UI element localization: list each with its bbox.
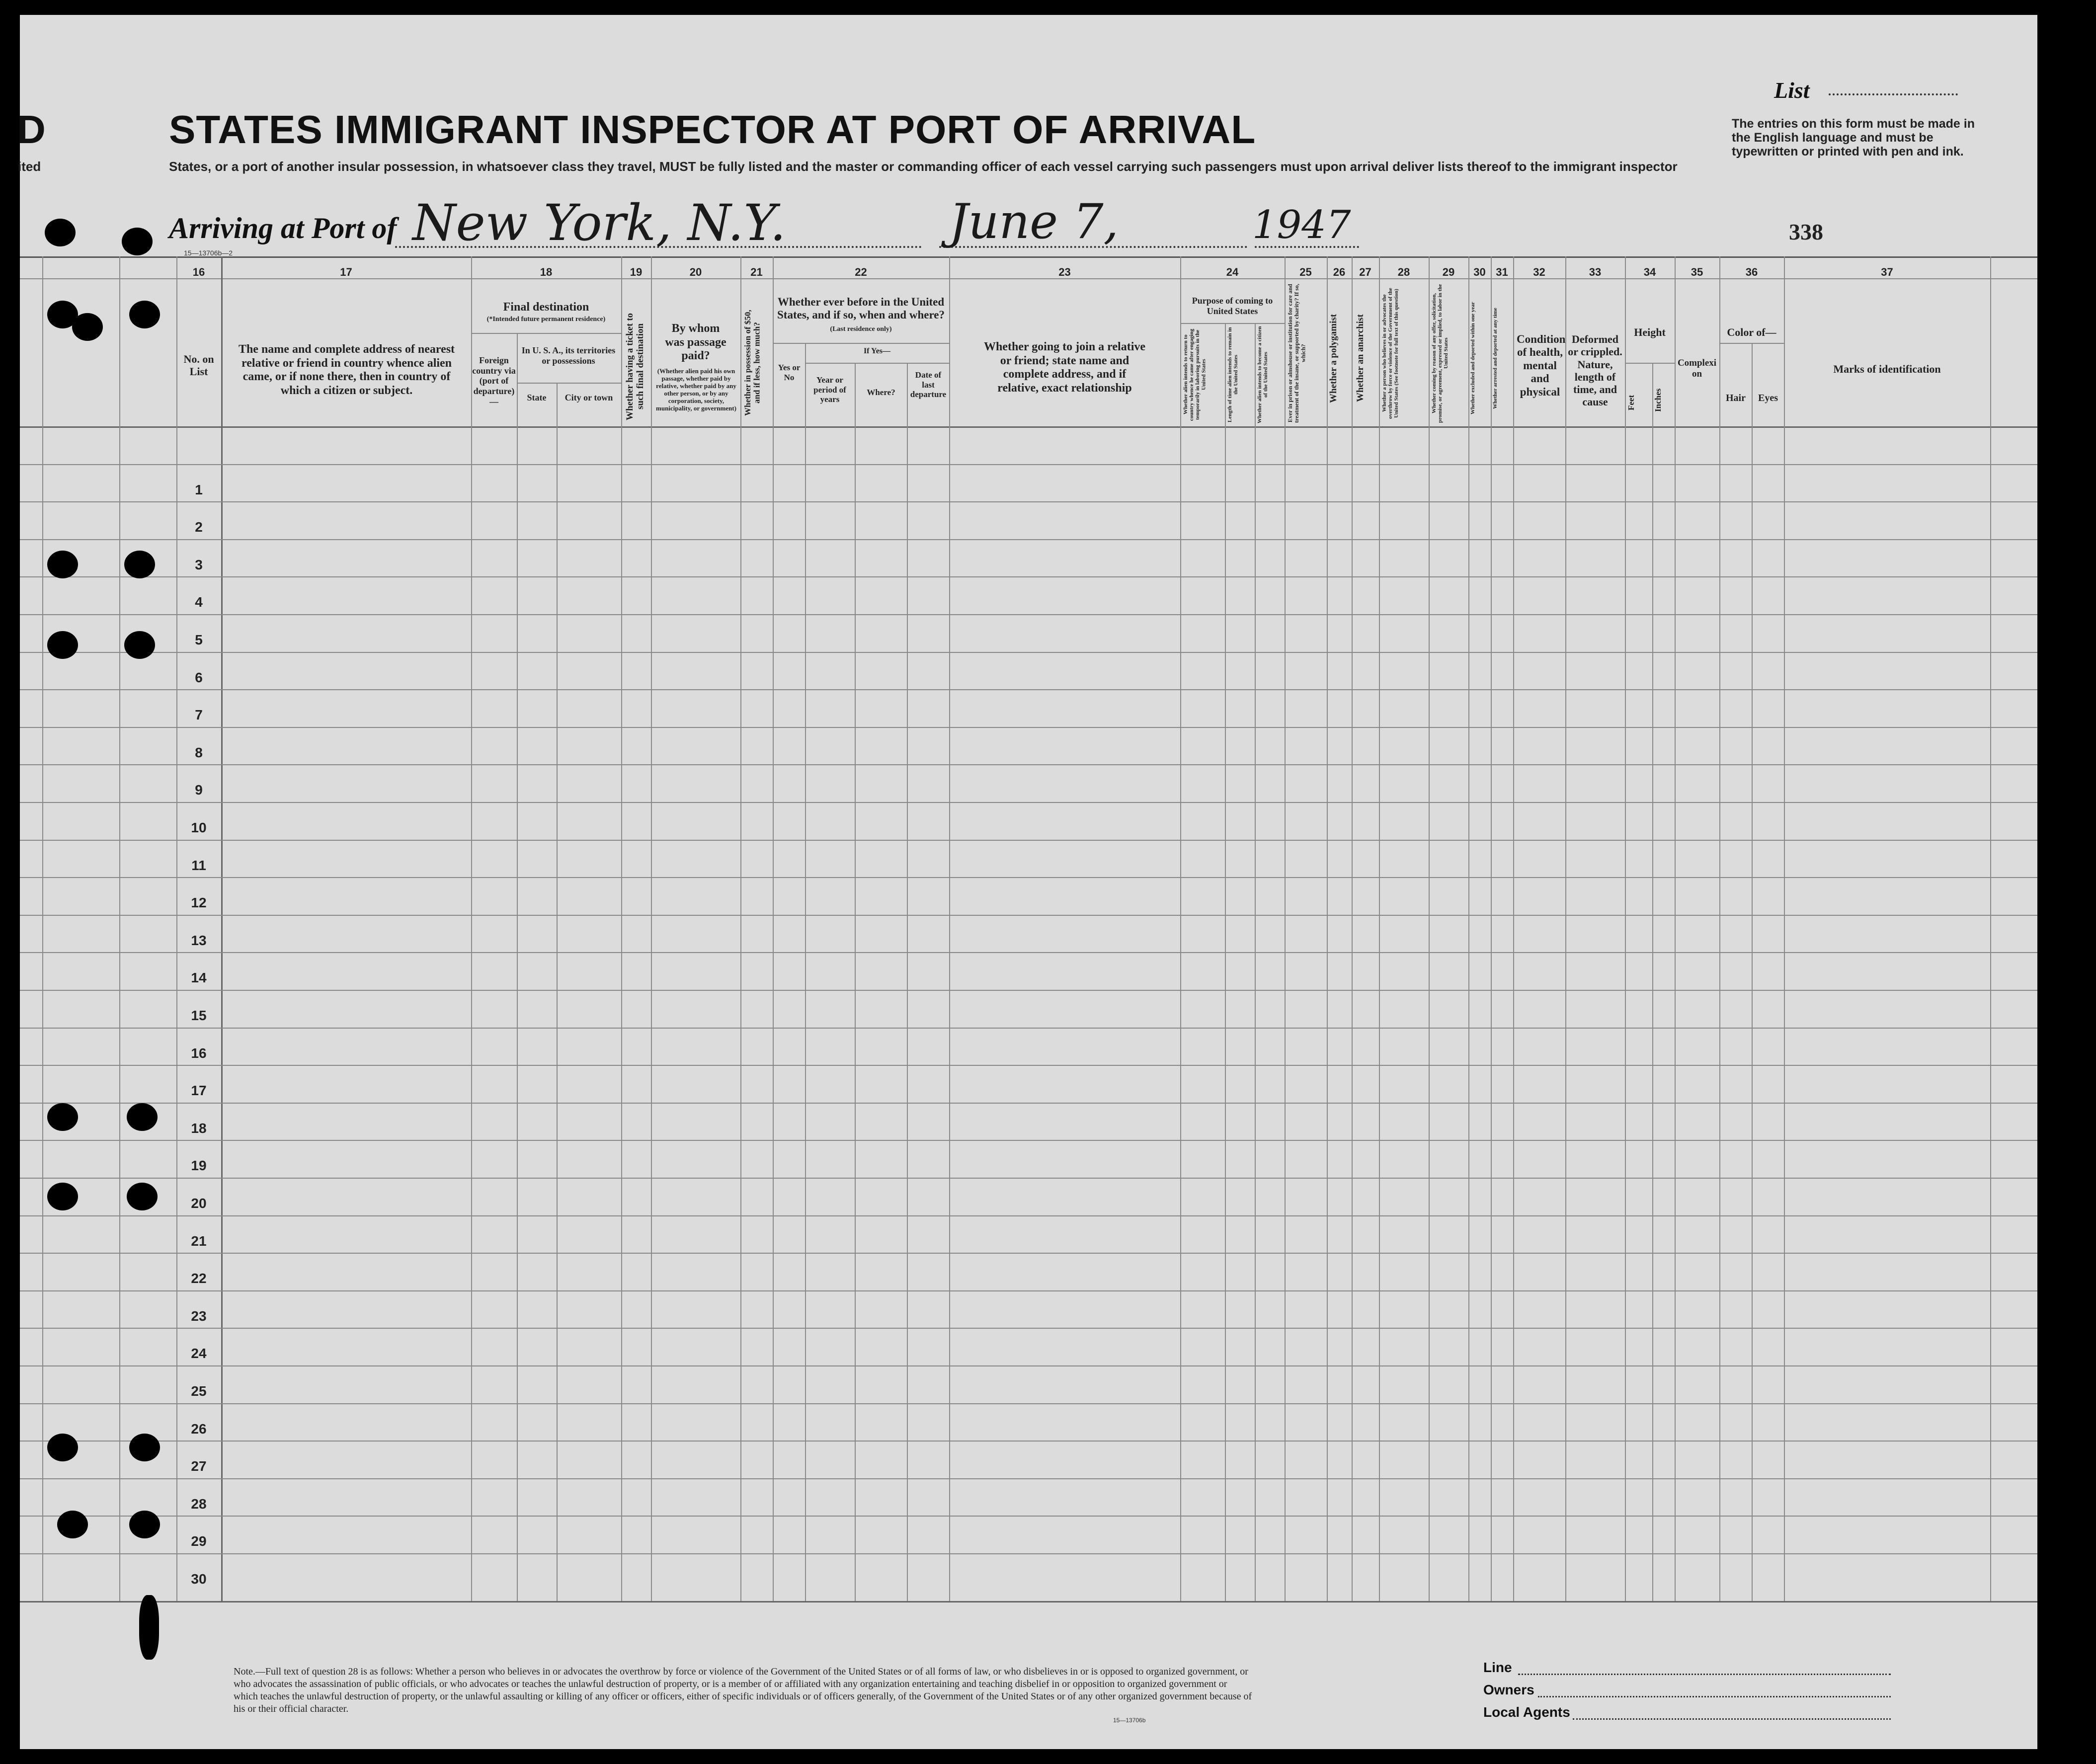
row-rule (20, 764, 2037, 765)
row-number: 14 (191, 970, 207, 985)
grid-line (1255, 323, 1256, 1601)
table-bottom-rule (20, 1601, 2037, 1603)
grid-line (949, 256, 950, 1601)
grid-line (1225, 323, 1226, 1601)
header-final-destination: Final destination (503, 301, 589, 314)
grid-line (1513, 256, 1514, 1601)
header-inches: Inches (1653, 388, 1663, 412)
row-rule (20, 840, 2037, 841)
header-anarchist: Whether an anarchist (1355, 314, 1366, 402)
row-rule (20, 464, 2037, 465)
grid-line (1784, 256, 1785, 1601)
grid-line (1752, 343, 1753, 1601)
column-number: 17 (340, 266, 352, 278)
grid-line (1352, 256, 1353, 1601)
torn-edge (139, 1595, 159, 1660)
grid-line (1652, 363, 1653, 1601)
local-agents-field[interactable] (1573, 1718, 1891, 1720)
row-number: 24 (191, 1346, 207, 1361)
punch-hole (124, 631, 155, 659)
header-prison: Ever in prison or almshouse or institution for care and treatment of the insane, or supported by charity? If so, which? (1287, 284, 1307, 423)
header-nearest-relative: The name and complete address of nearest relative or friend in country whence alien came, or if none there, then in country of which a citizen or subject. (238, 343, 455, 397)
row-number: 26 (191, 1421, 207, 1437)
header-subrule (1180, 323, 1285, 324)
punch-hole (57, 1511, 88, 1538)
grid-line (1625, 256, 1626, 1601)
grid-line (1491, 256, 1492, 1601)
header-purpose: Purpose of coming to United States (1192, 296, 1273, 316)
punch-hole (127, 1183, 158, 1210)
header-yes-no: Yes or No (778, 363, 801, 382)
header-feet: Feet (1626, 395, 1636, 410)
punch-hole (129, 1434, 160, 1461)
grid-line (1468, 256, 1469, 1601)
subtitle-fragment: ited (18, 159, 41, 174)
grid-line (221, 256, 223, 1601)
column-number: 16 (192, 266, 205, 278)
header-eyes: Eyes (1758, 393, 1778, 403)
row-number: 1 (195, 482, 203, 497)
row-number: 13 (191, 933, 207, 948)
column-number: 29 (1442, 266, 1455, 278)
row-rule (20, 1553, 2037, 1554)
header-foreign-country: Foreign country via (port of departure)— (472, 355, 516, 406)
row-rule (20, 614, 2037, 615)
column-number: 24 (1226, 266, 1239, 278)
row-rule (20, 1290, 2037, 1291)
row-number: 3 (195, 557, 203, 572)
column-number: 35 (1691, 266, 1703, 278)
row-number: 9 (195, 782, 203, 798)
entry-instructions: The entries on this form must be made in the English language and must be typewritten or printed with pen and ink. (1732, 117, 1975, 159)
question-28-footnote: Note.—Full text of question 28 is as follows: Whether a person who believes in or advocates the overthrow by force or violence of the Government of the United States or of all forms of law, or who disbelieves in or is opposed to organized government, or who advocates the assassination of public officials, or who advocates or teaches the unlawful destruction of property, or is a member of or affiliated with any organization entertaining and teaching disbelief in or opposition to organized government or which teaches the unlawful destruction of property, or the unlawful assaulting or killing of any officer or officers, either of specific individuals or of officers generally, of the Government of the United States or of any other organized government because of his or their official character. (234, 1666, 1252, 1714)
row-number: 28 (191, 1496, 207, 1512)
header-excluded: Whether excluded and deported within one year (1470, 302, 1476, 415)
form-title: STATES IMMIGRANT INSPECTOR AT PORT OF ARRIVAL (169, 107, 1256, 152)
header-subrule (1625, 363, 1675, 364)
sheet-number: 338 (1789, 219, 1823, 244)
row-rule (20, 1140, 2037, 1141)
row-number: 15 (191, 1008, 207, 1023)
row-number: 12 (191, 895, 207, 910)
row-rule (20, 1065, 2037, 1066)
row-rule (20, 539, 2037, 540)
header-subrule (517, 383, 621, 384)
punch-hole (45, 219, 76, 246)
column-number: 33 (1589, 266, 1602, 278)
column-number: 32 (1533, 266, 1545, 278)
form-code: 15—13706b—2 (184, 249, 233, 257)
column-number: 22 (855, 266, 867, 278)
year-value[interactable]: 1947 (1252, 203, 1351, 247)
column-number: 31 (1496, 266, 1508, 278)
owners-field[interactable] (1538, 1696, 1891, 1697)
row-number: 19 (191, 1158, 207, 1173)
row-number: 17 (191, 1083, 207, 1098)
row-rule (20, 689, 2037, 690)
row-number: 6 (195, 670, 203, 685)
column-number: 25 (1299, 266, 1312, 278)
column-number: 36 (1745, 266, 1758, 278)
punch-hole (127, 1103, 158, 1131)
title-fragment: D (17, 107, 46, 152)
row-number: 2 (195, 519, 203, 535)
header-state: State (527, 393, 547, 402)
header-hair: Hair (1726, 393, 1746, 403)
punch-hole (47, 551, 78, 578)
header-years: Year or period of years (813, 375, 846, 404)
grid-line (773, 256, 774, 1601)
row-number: 21 (191, 1233, 207, 1249)
header-where: Where? (867, 388, 895, 397)
grid-line (1180, 256, 1181, 1601)
grid-line (621, 256, 622, 1601)
grid-line (651, 256, 652, 1601)
row-rule (20, 1103, 2037, 1104)
row-number: 16 (191, 1045, 207, 1061)
punch-hole (47, 631, 78, 659)
punch-hole (129, 301, 160, 328)
header-health: Condition of health, mental and physical (1517, 333, 1566, 398)
row-rule (20, 1365, 2037, 1366)
row-rule (20, 1253, 2037, 1254)
row-rule (20, 1328, 2037, 1329)
line-label: Line (1483, 1660, 1512, 1675)
grid-line (517, 333, 518, 1601)
header-marks: Marks of identification (1833, 363, 1941, 375)
grid-line (1990, 256, 1991, 1601)
punch-hole (124, 551, 155, 578)
column-number: 26 (1333, 266, 1346, 278)
row-number: 20 (191, 1196, 207, 1211)
header-subrule (805, 363, 949, 364)
row-number: 7 (195, 707, 203, 722)
header-final-destination-note: (*Intended future permanent residence) (486, 316, 606, 323)
header-ticket: Whether having a ticket to such final destination (625, 313, 645, 420)
header-ever-before: Whether ever before in the United States, and if so, when and where? (777, 296, 945, 321)
row-number: 29 (191, 1533, 207, 1549)
column-number: 23 (1058, 266, 1071, 278)
form-subtitle: States, or a port of another insular possession, in whatsoever class they travel, MUST be fully listed and the master or commanding officer of each vessel carrying such passengers must upon arrival deliver lists thereof to the immigrant inspector (169, 159, 1678, 174)
grid-line (1285, 256, 1286, 1601)
grid-line (1675, 256, 1676, 1601)
column-number: 34 (1643, 266, 1656, 278)
grid-line (1719, 256, 1720, 1601)
grid-line (907, 363, 908, 1601)
row-rule (20, 1403, 2037, 1404)
row-rule (20, 501, 2037, 502)
port-value[interactable]: New York, N.Y. (412, 194, 786, 252)
column-number: 37 (1881, 266, 1893, 278)
header-city: City or town (564, 393, 613, 402)
row-number: 18 (191, 1121, 207, 1136)
punch-hole (72, 313, 103, 341)
column-number: 27 (1359, 266, 1371, 278)
footer-form-code: 15—13706b (1113, 1717, 1146, 1724)
row-number: 4 (195, 594, 203, 610)
header-date-departure: Date of last departure (910, 370, 947, 400)
header-join-relative: Whether going to join a relative or friend; state name and complete address, and if relative, exact relationship (983, 340, 1146, 395)
row-number: 11 (191, 858, 206, 873)
grid-line (176, 256, 177, 1601)
column-number: 18 (540, 266, 553, 278)
punch-hole (47, 1103, 78, 1131)
grid-line (1379, 256, 1380, 1601)
row-rule (20, 915, 2037, 916)
header-in-usa: In U. S. A., its territories or possessions (521, 345, 616, 366)
header-no-on-list: No. on List (183, 353, 214, 378)
header-arrested: Whether arrested and deported at any time (1492, 308, 1498, 409)
row-rule (20, 652, 2037, 653)
row-rule (20, 952, 2037, 953)
header-passage-paid-note: (Whether alien paid his own passage, whether paid by relative, whether paid by any other person, or by any corporation, society, municipality, or government) (656, 367, 736, 412)
row-number: 23 (191, 1308, 207, 1324)
header-complexion: Complexion (1677, 358, 1717, 379)
column-number: 21 (750, 266, 763, 278)
table-top-rule (20, 256, 2037, 258)
row-number: 30 (191, 1571, 207, 1587)
header-if-yes: If Yes— (863, 347, 891, 355)
header-overthrow: Whether a person who believes in or advocates the overthrow by force or violence of the Government of the United States (See footnote for full text of this question) (1381, 288, 1400, 419)
header-deformed: Deformed or crippled. Nature, length of time, and cause (1568, 333, 1622, 408)
row-rule (20, 990, 2037, 991)
line-field[interactable] (1518, 1674, 1891, 1675)
grid-line (557, 383, 558, 1601)
row-rule (20, 1478, 2037, 1479)
header-subrule (1719, 343, 1784, 344)
punch-hole (47, 1434, 78, 1461)
header-color-of: Color of— (1727, 326, 1776, 338)
header-bottom-rule (20, 426, 2037, 428)
header-purpose-length: Length of time alien intends to remain in the United States (1227, 327, 1239, 422)
header-polygamist: Whether a polygamist (1328, 314, 1339, 403)
date-value[interactable]: June 7, (949, 194, 1119, 249)
row-number: 8 (195, 745, 203, 760)
row-number: 25 (191, 1383, 207, 1399)
row-number: 27 (191, 1458, 207, 1474)
row-rule (20, 1028, 2037, 1029)
grid-line (1565, 256, 1566, 1601)
row-rule (20, 1516, 2037, 1517)
header-labor-offer: Whether coming by reason of any offer, solicitation, promise, or agreement, expressed or implied, to labor in the United States (1431, 284, 1450, 423)
row-rule (20, 1441, 2037, 1442)
punch-hole (47, 1183, 78, 1210)
grid-line (855, 363, 856, 1601)
arriving-label: Arriving at Port of (169, 212, 397, 244)
row-rule (20, 877, 2037, 878)
column-number: 20 (689, 266, 702, 278)
grid-line (1327, 256, 1328, 1601)
grid-line (42, 256, 43, 1601)
row-rule (20, 727, 2037, 728)
header-height: Height (1634, 326, 1666, 338)
row-number: 5 (195, 632, 203, 647)
header-purpose-return: Whether alien intends to return to country whence he came after engaging temporarily in laboring pursuits in the United States (1183, 328, 1207, 421)
list-label: List (1774, 78, 1810, 103)
row-number: 10 (191, 820, 207, 835)
manifest-page (17, 15, 2037, 1749)
row-rule (20, 576, 2037, 577)
grid-line (1429, 256, 1430, 1601)
local-agents-label: Local Agents (1483, 1704, 1570, 1720)
column-number: 28 (1397, 266, 1410, 278)
row-rule (20, 802, 2037, 803)
row-rule (20, 1178, 2037, 1179)
grid-line (805, 343, 806, 1601)
header-fifty-dollars: Whether in possession of $50, and if less, how much? (743, 310, 762, 416)
grid-line (471, 256, 472, 1601)
grid-line (119, 256, 120, 1601)
column-number: 30 (1473, 266, 1486, 278)
grid-line (740, 256, 741, 1601)
header-subrule (471, 333, 621, 334)
header-passage-paid: By whom was passage paid? (665, 322, 726, 363)
row-number: 22 (191, 1271, 207, 1286)
owners-label: Owners (1483, 1682, 1534, 1697)
header-purpose-citizen: Whether alien intends to become a citizen of the United States (1257, 326, 1269, 423)
row-rule (20, 1215, 2037, 1216)
punch-hole (122, 228, 153, 255)
header-subrule (773, 343, 949, 344)
column-number: 19 (630, 266, 643, 278)
list-number-field[interactable] (1829, 93, 1958, 95)
punch-hole (129, 1511, 160, 1538)
header-last-residence: (Last residence only) (830, 325, 892, 333)
